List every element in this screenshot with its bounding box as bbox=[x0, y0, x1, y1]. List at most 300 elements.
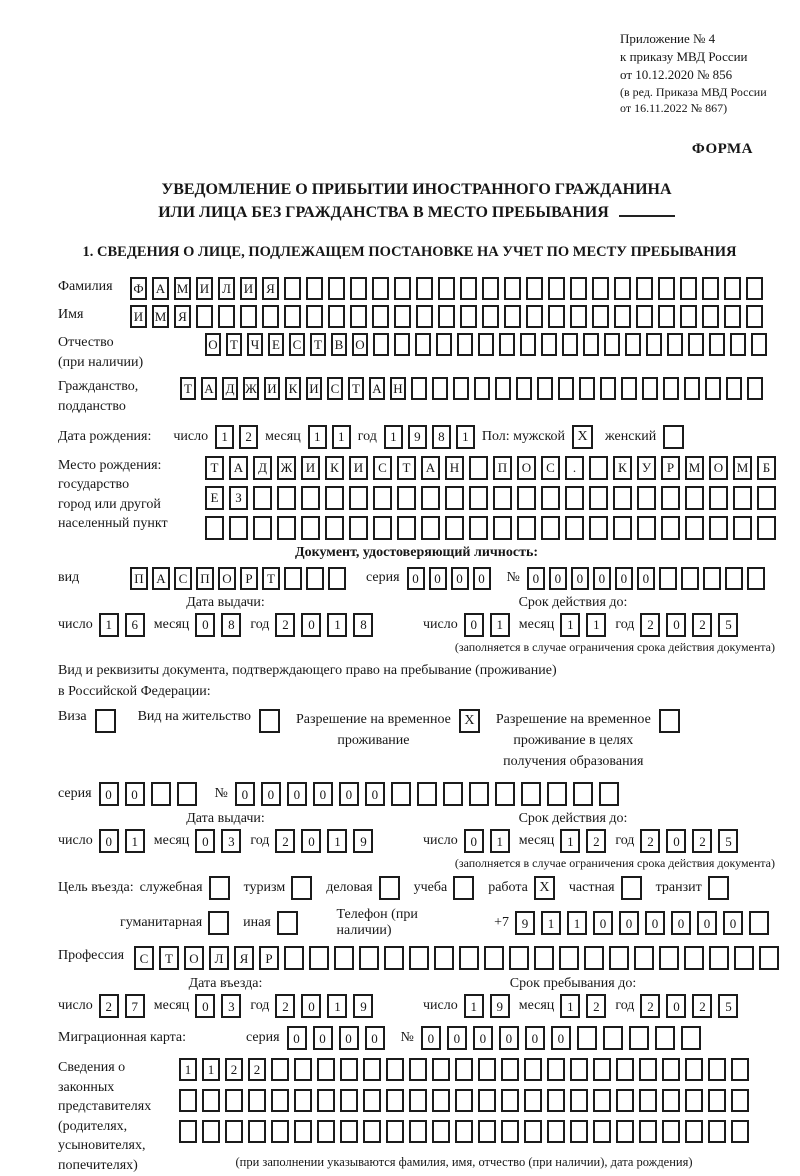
form-cell[interactable]: И bbox=[196, 277, 213, 300]
form-cell[interactable]: Т bbox=[180, 377, 196, 400]
form-cell[interactable] bbox=[734, 946, 754, 970]
form-cell[interactable] bbox=[229, 516, 248, 540]
form-cell[interactable] bbox=[639, 1120, 657, 1143]
form-cell[interactable] bbox=[548, 305, 565, 328]
form-cell[interactable] bbox=[373, 333, 389, 356]
form-cell[interactable]: 2 bbox=[640, 994, 660, 1018]
form-cell[interactable]: И bbox=[306, 377, 322, 400]
form-cell[interactable] bbox=[363, 1089, 381, 1112]
form-cell[interactable] bbox=[593, 1120, 611, 1143]
form-cell[interactable] bbox=[432, 1058, 450, 1081]
form-cell[interactable]: Р bbox=[661, 456, 680, 480]
form-cell[interactable]: П bbox=[130, 567, 148, 590]
form-cell[interactable] bbox=[495, 782, 515, 806]
form-cell[interactable] bbox=[558, 377, 574, 400]
form-cell[interactable]: 0 bbox=[571, 567, 589, 590]
form-cell[interactable] bbox=[284, 305, 301, 328]
form-cell[interactable] bbox=[409, 1058, 427, 1081]
form-cell[interactable]: О bbox=[218, 567, 236, 590]
form-cell[interactable] bbox=[421, 486, 440, 510]
form-cell[interactable] bbox=[202, 1120, 220, 1143]
form-cell[interactable] bbox=[372, 277, 389, 300]
form-cell[interactable]: С bbox=[373, 456, 392, 480]
form-cell[interactable]: Д bbox=[253, 456, 272, 480]
form-cell[interactable]: 1 bbox=[215, 425, 234, 449]
form-cell[interactable] bbox=[493, 516, 512, 540]
form-cell[interactable]: О bbox=[205, 333, 221, 356]
checkbox-business[interactable] bbox=[379, 876, 400, 900]
form-cell[interactable]: 1 bbox=[560, 829, 580, 853]
form-cell[interactable]: 0 bbox=[365, 1026, 385, 1050]
form-cell[interactable] bbox=[659, 946, 679, 970]
form-cell[interactable]: 1 bbox=[179, 1058, 197, 1081]
form-cell[interactable]: 0 bbox=[301, 994, 321, 1018]
checkbox-private[interactable] bbox=[621, 876, 642, 900]
form-cell[interactable]: И bbox=[130, 305, 147, 328]
form-cell[interactable]: . bbox=[565, 456, 584, 480]
checkbox-humanitarian[interactable] bbox=[208, 911, 229, 935]
form-cell[interactable]: 2 bbox=[275, 994, 295, 1018]
form-cell[interactable] bbox=[661, 486, 680, 510]
form-cell[interactable]: Н bbox=[445, 456, 464, 480]
form-cell[interactable] bbox=[373, 486, 392, 510]
form-cell[interactable] bbox=[325, 486, 344, 510]
form-cell[interactable]: И bbox=[264, 377, 280, 400]
form-cell[interactable]: 0 bbox=[447, 1026, 467, 1050]
form-cell[interactable]: 1 bbox=[332, 425, 351, 449]
form-cell[interactable] bbox=[749, 911, 769, 935]
form-cell[interactable] bbox=[436, 333, 452, 356]
form-cell[interactable] bbox=[616, 1058, 634, 1081]
form-cell[interactable] bbox=[415, 333, 431, 356]
form-cell[interactable] bbox=[680, 305, 697, 328]
form-cell[interactable] bbox=[325, 516, 344, 540]
form-cell[interactable] bbox=[661, 516, 680, 540]
form-cell[interactable]: М bbox=[733, 456, 752, 480]
form-cell[interactable] bbox=[702, 277, 719, 300]
form-cell[interactable] bbox=[537, 377, 553, 400]
form-cell[interactable] bbox=[662, 1089, 680, 1112]
form-cell[interactable] bbox=[411, 377, 427, 400]
form-cell[interactable]: 0 bbox=[464, 829, 484, 853]
form-cell[interactable] bbox=[616, 1120, 634, 1143]
form-cell[interactable]: 1 bbox=[560, 613, 580, 637]
form-cell[interactable] bbox=[570, 1120, 588, 1143]
form-cell[interactable] bbox=[421, 516, 440, 540]
form-cell[interactable] bbox=[509, 946, 529, 970]
form-cell[interactable]: 5 bbox=[718, 994, 738, 1018]
form-cell[interactable] bbox=[334, 946, 354, 970]
form-cell[interactable] bbox=[294, 1120, 312, 1143]
form-cell[interactable] bbox=[391, 782, 411, 806]
form-cell[interactable] bbox=[409, 1089, 427, 1112]
form-cell[interactable]: 0 bbox=[527, 567, 545, 590]
form-cell[interactable]: 1 bbox=[541, 911, 561, 935]
form-cell[interactable]: К bbox=[613, 456, 632, 480]
form-cell[interactable] bbox=[306, 277, 323, 300]
form-cell[interactable] bbox=[271, 1120, 289, 1143]
form-cell[interactable] bbox=[589, 456, 608, 480]
form-cell[interactable] bbox=[516, 377, 532, 400]
form-cell[interactable] bbox=[372, 305, 389, 328]
form-cell[interactable] bbox=[495, 377, 511, 400]
form-cell[interactable]: А bbox=[421, 456, 440, 480]
form-cell[interactable]: 1 bbox=[456, 425, 475, 449]
form-cell[interactable] bbox=[747, 567, 765, 590]
form-cell[interactable] bbox=[589, 516, 608, 540]
form-cell[interactable] bbox=[637, 516, 656, 540]
form-cell[interactable] bbox=[733, 486, 752, 510]
form-cell[interactable] bbox=[409, 1120, 427, 1143]
form-cell[interactable] bbox=[416, 277, 433, 300]
form-cell[interactable]: 0 bbox=[645, 911, 665, 935]
form-cell[interactable]: Ж bbox=[277, 456, 296, 480]
form-cell[interactable]: 1 bbox=[99, 613, 119, 637]
form-cell[interactable]: М bbox=[174, 277, 191, 300]
form-cell[interactable] bbox=[570, 305, 587, 328]
form-cell[interactable] bbox=[614, 305, 631, 328]
form-cell[interactable]: 0 bbox=[287, 1026, 307, 1050]
form-cell[interactable] bbox=[409, 946, 429, 970]
form-cell[interactable] bbox=[667, 333, 683, 356]
form-cell[interactable] bbox=[262, 305, 279, 328]
form-cell[interactable]: 2 bbox=[275, 829, 295, 853]
form-cell[interactable]: А bbox=[229, 456, 248, 480]
form-cell[interactable] bbox=[702, 305, 719, 328]
form-cell[interactable] bbox=[459, 946, 479, 970]
form-cell[interactable]: И bbox=[349, 456, 368, 480]
form-cell[interactable] bbox=[384, 946, 404, 970]
form-cell[interactable] bbox=[730, 333, 746, 356]
form-cell[interactable] bbox=[177, 782, 197, 806]
form-cell[interactable]: 0 bbox=[261, 782, 281, 806]
form-cell[interactable] bbox=[271, 1058, 289, 1081]
form-cell[interactable]: 0 bbox=[235, 782, 255, 806]
form-cell[interactable] bbox=[521, 782, 541, 806]
form-cell[interactable] bbox=[306, 305, 323, 328]
form-cell[interactable] bbox=[570, 277, 587, 300]
form-cell[interactable] bbox=[708, 1058, 726, 1081]
form-cell[interactable]: 0 bbox=[339, 782, 359, 806]
form-cell[interactable]: Т bbox=[159, 946, 179, 970]
form-cell[interactable] bbox=[455, 1058, 473, 1081]
form-cell[interactable] bbox=[759, 946, 779, 970]
form-cell[interactable] bbox=[685, 486, 704, 510]
form-cell[interactable]: Т bbox=[397, 456, 416, 480]
form-cell[interactable] bbox=[340, 1089, 358, 1112]
form-cell[interactable]: 0 bbox=[549, 567, 567, 590]
form-cell[interactable]: 0 bbox=[593, 911, 613, 935]
form-cell[interactable] bbox=[517, 486, 536, 510]
form-cell[interactable]: 0 bbox=[451, 567, 469, 590]
form-cell[interactable] bbox=[397, 486, 416, 510]
form-cell[interactable] bbox=[438, 305, 455, 328]
form-cell[interactable]: С bbox=[174, 567, 192, 590]
form-cell[interactable] bbox=[565, 486, 584, 510]
form-cell[interactable] bbox=[709, 333, 725, 356]
form-cell[interactable] bbox=[328, 567, 346, 590]
form-cell[interactable] bbox=[248, 1089, 266, 1112]
form-cell[interactable]: 0 bbox=[195, 613, 215, 637]
form-cell[interactable] bbox=[662, 1120, 680, 1143]
form-cell[interactable] bbox=[639, 1058, 657, 1081]
form-cell[interactable]: 5 bbox=[718, 613, 738, 637]
form-cell[interactable] bbox=[248, 1120, 266, 1143]
form-cell[interactable]: П bbox=[196, 567, 214, 590]
form-cell[interactable] bbox=[301, 516, 320, 540]
form-cell[interactable] bbox=[460, 277, 477, 300]
form-cell[interactable]: 0 bbox=[666, 829, 686, 853]
form-cell[interactable] bbox=[526, 305, 543, 328]
form-cell[interactable]: 0 bbox=[429, 567, 447, 590]
form-cell[interactable] bbox=[534, 946, 554, 970]
form-cell[interactable] bbox=[680, 277, 697, 300]
form-cell[interactable] bbox=[526, 277, 543, 300]
form-cell[interactable] bbox=[202, 1089, 220, 1112]
form-cell[interactable] bbox=[681, 567, 699, 590]
form-cell[interactable]: С bbox=[289, 333, 305, 356]
form-cell[interactable] bbox=[685, 1089, 703, 1112]
form-cell[interactable] bbox=[547, 782, 567, 806]
form-cell[interactable] bbox=[541, 333, 557, 356]
form-cell[interactable] bbox=[284, 277, 301, 300]
form-cell[interactable]: 0 bbox=[615, 567, 633, 590]
form-cell[interactable] bbox=[662, 1058, 680, 1081]
form-cell[interactable] bbox=[386, 1120, 404, 1143]
form-cell[interactable] bbox=[684, 946, 704, 970]
form-cell[interactable] bbox=[684, 377, 700, 400]
form-cell[interactable] bbox=[218, 305, 235, 328]
form-cell[interactable]: 2 bbox=[239, 425, 258, 449]
form-cell[interactable] bbox=[455, 1089, 473, 1112]
form-cell[interactable] bbox=[517, 516, 536, 540]
form-cell[interactable]: Н bbox=[390, 377, 406, 400]
form-cell[interactable]: 0 bbox=[671, 911, 691, 935]
form-cell[interactable] bbox=[482, 305, 499, 328]
form-cell[interactable]: К bbox=[325, 456, 344, 480]
form-cell[interactable]: Ч bbox=[247, 333, 263, 356]
form-cell[interactable]: А bbox=[201, 377, 217, 400]
form-cell[interactable]: 1 bbox=[384, 425, 403, 449]
form-cell[interactable] bbox=[277, 486, 296, 510]
form-cell[interactable]: 1 bbox=[327, 829, 347, 853]
form-cell[interactable] bbox=[469, 486, 488, 510]
form-cell[interactable] bbox=[547, 1120, 565, 1143]
form-cell[interactable] bbox=[685, 1058, 703, 1081]
form-cell[interactable]: 2 bbox=[640, 613, 660, 637]
form-cell[interactable]: 3 bbox=[221, 994, 241, 1018]
form-cell[interactable]: Б bbox=[757, 456, 776, 480]
form-cell[interactable]: Т bbox=[348, 377, 364, 400]
form-cell[interactable]: Ф bbox=[130, 277, 147, 300]
form-cell[interactable]: Л bbox=[218, 277, 235, 300]
form-cell[interactable]: Д bbox=[222, 377, 238, 400]
form-cell[interactable] bbox=[541, 516, 560, 540]
form-cell[interactable] bbox=[520, 333, 536, 356]
form-cell[interactable] bbox=[592, 277, 609, 300]
checkbox-visa[interactable] bbox=[95, 709, 116, 733]
form-cell[interactable] bbox=[501, 1120, 519, 1143]
form-cell[interactable]: 2 bbox=[692, 613, 712, 637]
form-cell[interactable]: 9 bbox=[490, 994, 510, 1018]
form-cell[interactable] bbox=[363, 1058, 381, 1081]
form-cell[interactable]: 1 bbox=[567, 911, 587, 935]
form-cell[interactable] bbox=[359, 946, 379, 970]
form-cell[interactable] bbox=[579, 377, 595, 400]
form-cell[interactable]: П bbox=[493, 456, 512, 480]
form-cell[interactable] bbox=[457, 333, 473, 356]
form-cell[interactable] bbox=[394, 277, 411, 300]
form-cell[interactable] bbox=[469, 782, 489, 806]
form-cell[interactable]: 0 bbox=[551, 1026, 571, 1050]
form-cell[interactable] bbox=[309, 946, 329, 970]
form-cell[interactable] bbox=[655, 1026, 675, 1050]
form-cell[interactable]: И bbox=[301, 456, 320, 480]
form-cell[interactable] bbox=[646, 333, 662, 356]
form-cell[interactable]: И bbox=[240, 277, 257, 300]
form-cell[interactable]: 1 bbox=[490, 829, 510, 853]
form-cell[interactable]: Е bbox=[268, 333, 284, 356]
form-cell[interactable]: 0 bbox=[421, 1026, 441, 1050]
form-cell[interactable]: 0 bbox=[195, 994, 215, 1018]
form-cell[interactable] bbox=[583, 333, 599, 356]
form-cell[interactable]: 7 bbox=[125, 994, 145, 1018]
form-cell[interactable] bbox=[565, 516, 584, 540]
form-cell[interactable] bbox=[469, 456, 488, 480]
form-cell[interactable] bbox=[636, 277, 653, 300]
form-cell[interactable] bbox=[434, 946, 454, 970]
form-cell[interactable]: 2 bbox=[692, 994, 712, 1018]
form-cell[interactable]: 0 bbox=[619, 911, 639, 935]
form-cell[interactable] bbox=[731, 1089, 749, 1112]
form-cell[interactable] bbox=[599, 782, 619, 806]
form-cell[interactable] bbox=[482, 277, 499, 300]
form-cell[interactable] bbox=[484, 946, 504, 970]
form-cell[interactable] bbox=[613, 516, 632, 540]
form-cell[interactable] bbox=[301, 486, 320, 510]
form-cell[interactable]: Т bbox=[310, 333, 326, 356]
form-cell[interactable] bbox=[746, 305, 763, 328]
form-cell[interactable] bbox=[570, 1058, 588, 1081]
form-cell[interactable] bbox=[328, 277, 345, 300]
form-cell[interactable]: 0 bbox=[666, 994, 686, 1018]
form-cell[interactable] bbox=[350, 277, 367, 300]
form-cell[interactable]: 0 bbox=[339, 1026, 359, 1050]
form-cell[interactable]: 1 bbox=[308, 425, 327, 449]
form-cell[interactable] bbox=[642, 377, 658, 400]
form-cell[interactable]: 0 bbox=[99, 782, 119, 806]
form-cell[interactable] bbox=[271, 1089, 289, 1112]
form-cell[interactable] bbox=[445, 516, 464, 540]
form-cell[interactable] bbox=[179, 1089, 197, 1112]
form-cell[interactable] bbox=[524, 1089, 542, 1112]
form-cell[interactable]: 0 bbox=[499, 1026, 519, 1050]
form-cell[interactable] bbox=[253, 516, 272, 540]
form-cell[interactable]: 2 bbox=[248, 1058, 266, 1081]
form-cell[interactable] bbox=[499, 333, 515, 356]
form-cell[interactable]: 2 bbox=[99, 994, 119, 1018]
form-cell[interactable]: 0 bbox=[464, 613, 484, 637]
form-cell[interactable] bbox=[747, 377, 763, 400]
form-cell[interactable] bbox=[340, 1058, 358, 1081]
form-cell[interactable]: 0 bbox=[525, 1026, 545, 1050]
form-cell[interactable] bbox=[577, 1026, 597, 1050]
form-cell[interactable] bbox=[724, 277, 741, 300]
form-cell[interactable] bbox=[524, 1120, 542, 1143]
form-cell[interactable] bbox=[340, 1120, 358, 1143]
form-cell[interactable] bbox=[394, 333, 410, 356]
form-cell[interactable]: О bbox=[517, 456, 536, 480]
form-cell[interactable] bbox=[757, 516, 776, 540]
checkbox-temp-residence[interactable]: X bbox=[459, 709, 480, 733]
form-cell[interactable] bbox=[709, 946, 729, 970]
form-cell[interactable] bbox=[613, 486, 632, 510]
form-cell[interactable]: Р bbox=[240, 567, 258, 590]
form-cell[interactable] bbox=[570, 1089, 588, 1112]
checkbox-work[interactable]: X bbox=[534, 876, 555, 900]
form-cell[interactable] bbox=[373, 516, 392, 540]
form-cell[interactable]: 0 bbox=[301, 613, 321, 637]
form-cell[interactable]: 2 bbox=[225, 1058, 243, 1081]
form-cell[interactable]: 0 bbox=[99, 829, 119, 853]
form-cell[interactable]: 6 bbox=[125, 613, 145, 637]
form-cell[interactable] bbox=[151, 782, 171, 806]
form-cell[interactable] bbox=[634, 946, 654, 970]
form-cell[interactable]: 0 bbox=[407, 567, 425, 590]
form-cell[interactable]: 0 bbox=[313, 1026, 333, 1050]
form-cell[interactable]: 1 bbox=[202, 1058, 220, 1081]
form-cell[interactable] bbox=[317, 1058, 335, 1081]
form-cell[interactable]: 0 bbox=[723, 911, 743, 935]
form-cell[interactable]: Л bbox=[209, 946, 229, 970]
form-cell[interactable] bbox=[637, 486, 656, 510]
form-cell[interactable] bbox=[548, 277, 565, 300]
checkbox-residence-permit[interactable] bbox=[259, 709, 280, 733]
form-cell[interactable] bbox=[438, 277, 455, 300]
form-cell[interactable]: С bbox=[541, 456, 560, 480]
checkbox-tourism[interactable] bbox=[291, 876, 312, 900]
form-cell[interactable]: О bbox=[184, 946, 204, 970]
form-cell[interactable]: 1 bbox=[560, 994, 580, 1018]
form-cell[interactable] bbox=[708, 1089, 726, 1112]
form-cell[interactable]: 9 bbox=[408, 425, 427, 449]
form-cell[interactable] bbox=[445, 486, 464, 510]
form-cell[interactable] bbox=[573, 782, 593, 806]
checkbox-study[interactable] bbox=[453, 876, 474, 900]
form-cell[interactable] bbox=[306, 567, 324, 590]
form-cell[interactable]: 1 bbox=[327, 994, 347, 1018]
form-cell[interactable] bbox=[469, 516, 488, 540]
form-cell[interactable] bbox=[225, 1089, 243, 1112]
form-cell[interactable] bbox=[501, 1058, 519, 1081]
form-cell[interactable]: 5 bbox=[718, 829, 738, 853]
form-cell[interactable] bbox=[478, 333, 494, 356]
form-cell[interactable]: 9 bbox=[353, 994, 373, 1018]
form-cell[interactable]: 0 bbox=[125, 782, 145, 806]
form-cell[interactable] bbox=[417, 782, 437, 806]
checkbox-male[interactable]: X bbox=[572, 425, 593, 449]
form-cell[interactable] bbox=[474, 377, 490, 400]
form-cell[interactable] bbox=[416, 305, 433, 328]
form-cell[interactable] bbox=[724, 305, 741, 328]
form-cell[interactable] bbox=[179, 1120, 197, 1143]
form-cell[interactable] bbox=[757, 486, 776, 510]
form-cell[interactable] bbox=[681, 1026, 701, 1050]
form-cell[interactable] bbox=[240, 305, 257, 328]
form-cell[interactable]: 0 bbox=[697, 911, 717, 935]
form-cell[interactable] bbox=[196, 305, 213, 328]
form-cell[interactable] bbox=[733, 516, 752, 540]
